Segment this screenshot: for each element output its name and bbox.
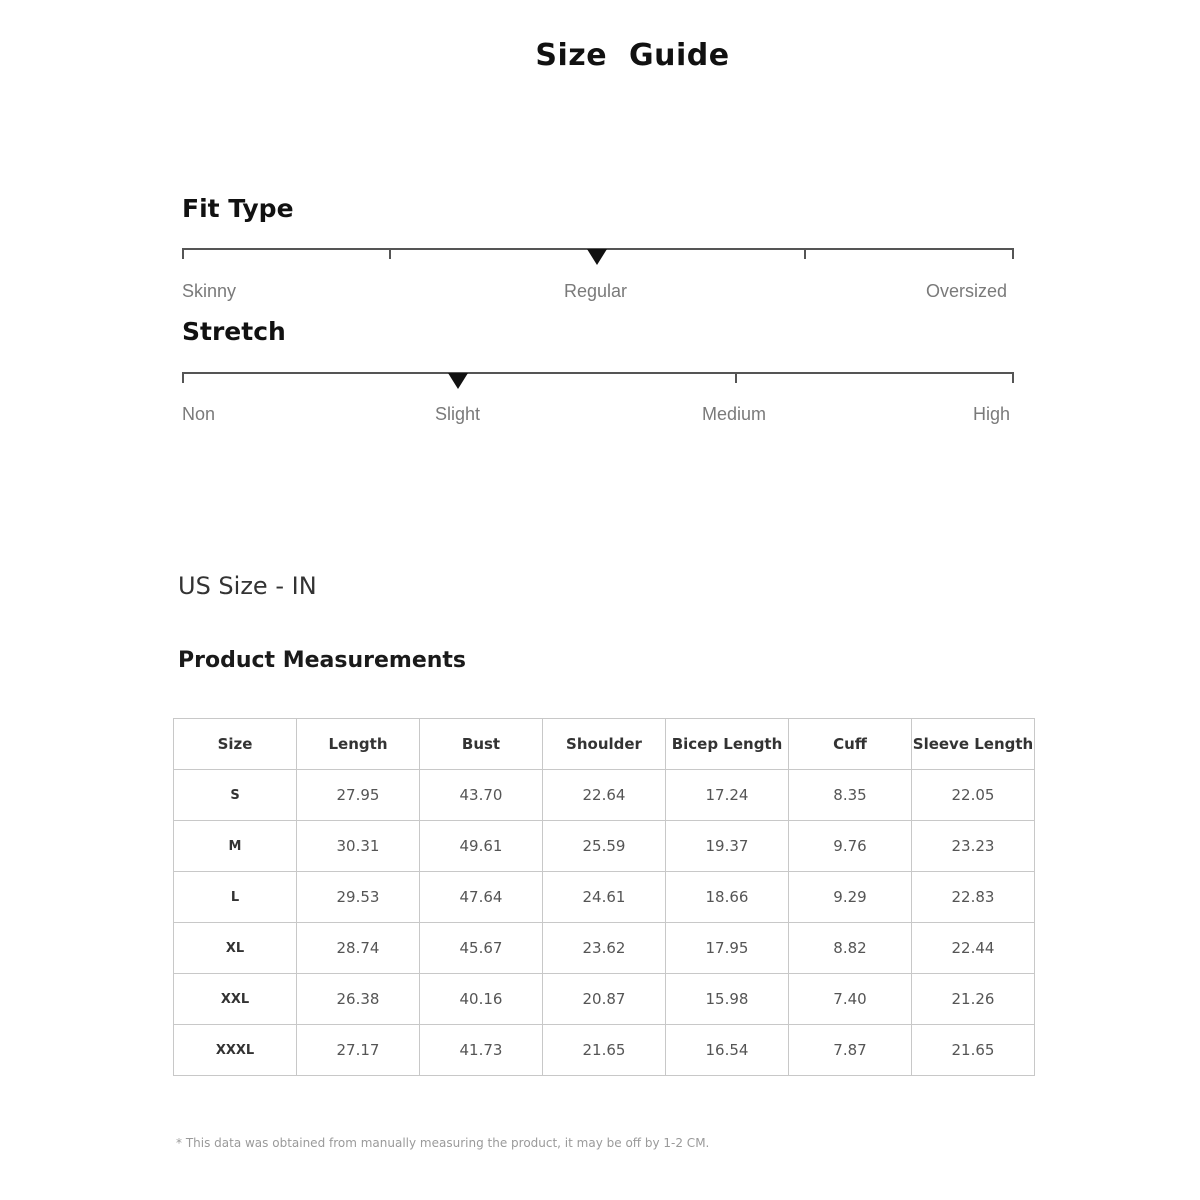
table-cell: 22.64 bbox=[543, 770, 666, 821]
table-cell: 29.53 bbox=[297, 872, 420, 923]
table-cell: 9.76 bbox=[789, 821, 912, 872]
table-cell: 45.67 bbox=[420, 923, 543, 974]
table-cell: 15.98 bbox=[666, 974, 789, 1025]
table-cell: 26.38 bbox=[297, 974, 420, 1025]
size-cell: L bbox=[174, 872, 297, 923]
unit-label: US Size - IN bbox=[178, 572, 317, 600]
table-cell: 18.66 bbox=[666, 872, 789, 923]
table-cell: 7.87 bbox=[789, 1025, 912, 1076]
size-cell: XXL bbox=[174, 974, 297, 1025]
size-cell: S bbox=[174, 770, 297, 821]
table-cell: 9.29 bbox=[789, 872, 912, 923]
table-cell: 16.54 bbox=[666, 1025, 789, 1076]
table-cell: 8.82 bbox=[789, 923, 912, 974]
table-row bbox=[174, 770, 1035, 821]
page-title: Size Guide bbox=[535, 38, 730, 73]
fit-type-title: Fit Type bbox=[182, 194, 294, 223]
table-cell: 27.17 bbox=[297, 1025, 420, 1076]
table-cell: 28.74 bbox=[297, 923, 420, 974]
footnote: * This data was obtained from manually measuring the product, it may be off by 1-2 CM. bbox=[176, 1136, 710, 1150]
fit-type-label-regular: Regular bbox=[564, 281, 628, 301]
scale-tick bbox=[1012, 372, 1014, 383]
scale-tick bbox=[1012, 248, 1014, 259]
table-cell: 24.61 bbox=[543, 872, 666, 923]
column-header: Length bbox=[297, 719, 420, 770]
table-cell: 40.16 bbox=[420, 974, 543, 1025]
size-cell: XL bbox=[174, 923, 297, 974]
table-cell: 23.62 bbox=[543, 923, 666, 974]
table-cell: 8.35 bbox=[789, 770, 912, 821]
column-header: Bicep Length bbox=[666, 719, 789, 770]
table-cell: 21.65 bbox=[543, 1025, 666, 1076]
table-cell: 41.73 bbox=[420, 1025, 543, 1076]
table-cell: 22.05 bbox=[912, 770, 1035, 821]
table-cell: 22.83 bbox=[912, 872, 1035, 923]
column-header: Shoulder bbox=[543, 719, 666, 770]
stretch-label-slight: Slight bbox=[435, 404, 481, 424]
column-header: Sleeve Length bbox=[912, 719, 1035, 770]
table-cell: 23.23 bbox=[912, 821, 1035, 872]
table-row bbox=[174, 923, 1035, 974]
fit-type-marker-icon bbox=[587, 249, 607, 265]
column-header: Cuff bbox=[789, 719, 912, 770]
stretch-label-high: High bbox=[973, 404, 1011, 424]
measurements-table bbox=[173, 718, 1035, 1076]
table-cell: 47.64 bbox=[420, 872, 543, 923]
stretch-label-non: Non bbox=[182, 404, 216, 424]
table-cell: 17.95 bbox=[666, 923, 789, 974]
scale-tick bbox=[182, 372, 184, 383]
stretch-marker-icon bbox=[448, 373, 468, 389]
size-cell: M bbox=[174, 821, 297, 872]
scale-tick bbox=[804, 248, 806, 259]
column-header: Bust bbox=[420, 719, 543, 770]
size-cell: XXXL bbox=[174, 1025, 297, 1076]
table-cell: 30.31 bbox=[297, 821, 420, 872]
stretch-title: Stretch bbox=[182, 317, 286, 346]
table-cell: 7.40 bbox=[789, 974, 912, 1025]
table-cell: 43.70 bbox=[420, 770, 543, 821]
table-cell: 17.24 bbox=[666, 770, 789, 821]
stretch-label-medium: Medium bbox=[702, 404, 767, 424]
scale-tick bbox=[389, 248, 391, 259]
column-header: Size bbox=[174, 719, 297, 770]
fit-type-label-oversized: Oversized bbox=[926, 281, 1008, 301]
stretch-scale bbox=[182, 372, 1014, 374]
table-row bbox=[174, 1025, 1035, 1076]
table-header-row bbox=[174, 719, 1035, 770]
table-cell: 21.65 bbox=[912, 1025, 1035, 1076]
table-cell: 22.44 bbox=[912, 923, 1035, 974]
table-cell: 20.87 bbox=[543, 974, 666, 1025]
table-row bbox=[174, 974, 1035, 1025]
measurements-title: Product Measurements bbox=[178, 648, 467, 673]
table-cell: 21.26 bbox=[912, 974, 1035, 1025]
table-row bbox=[174, 821, 1035, 872]
fit-type-scale bbox=[182, 248, 1014, 250]
table-cell: 25.59 bbox=[543, 821, 666, 872]
scale-tick bbox=[182, 248, 184, 259]
table-cell: 49.61 bbox=[420, 821, 543, 872]
scale-tick bbox=[735, 372, 737, 383]
table-cell: 27.95 bbox=[297, 770, 420, 821]
table-cell: 19.37 bbox=[666, 821, 789, 872]
table-row bbox=[174, 872, 1035, 923]
fit-type-label-skinny: Skinny bbox=[182, 281, 237, 301]
